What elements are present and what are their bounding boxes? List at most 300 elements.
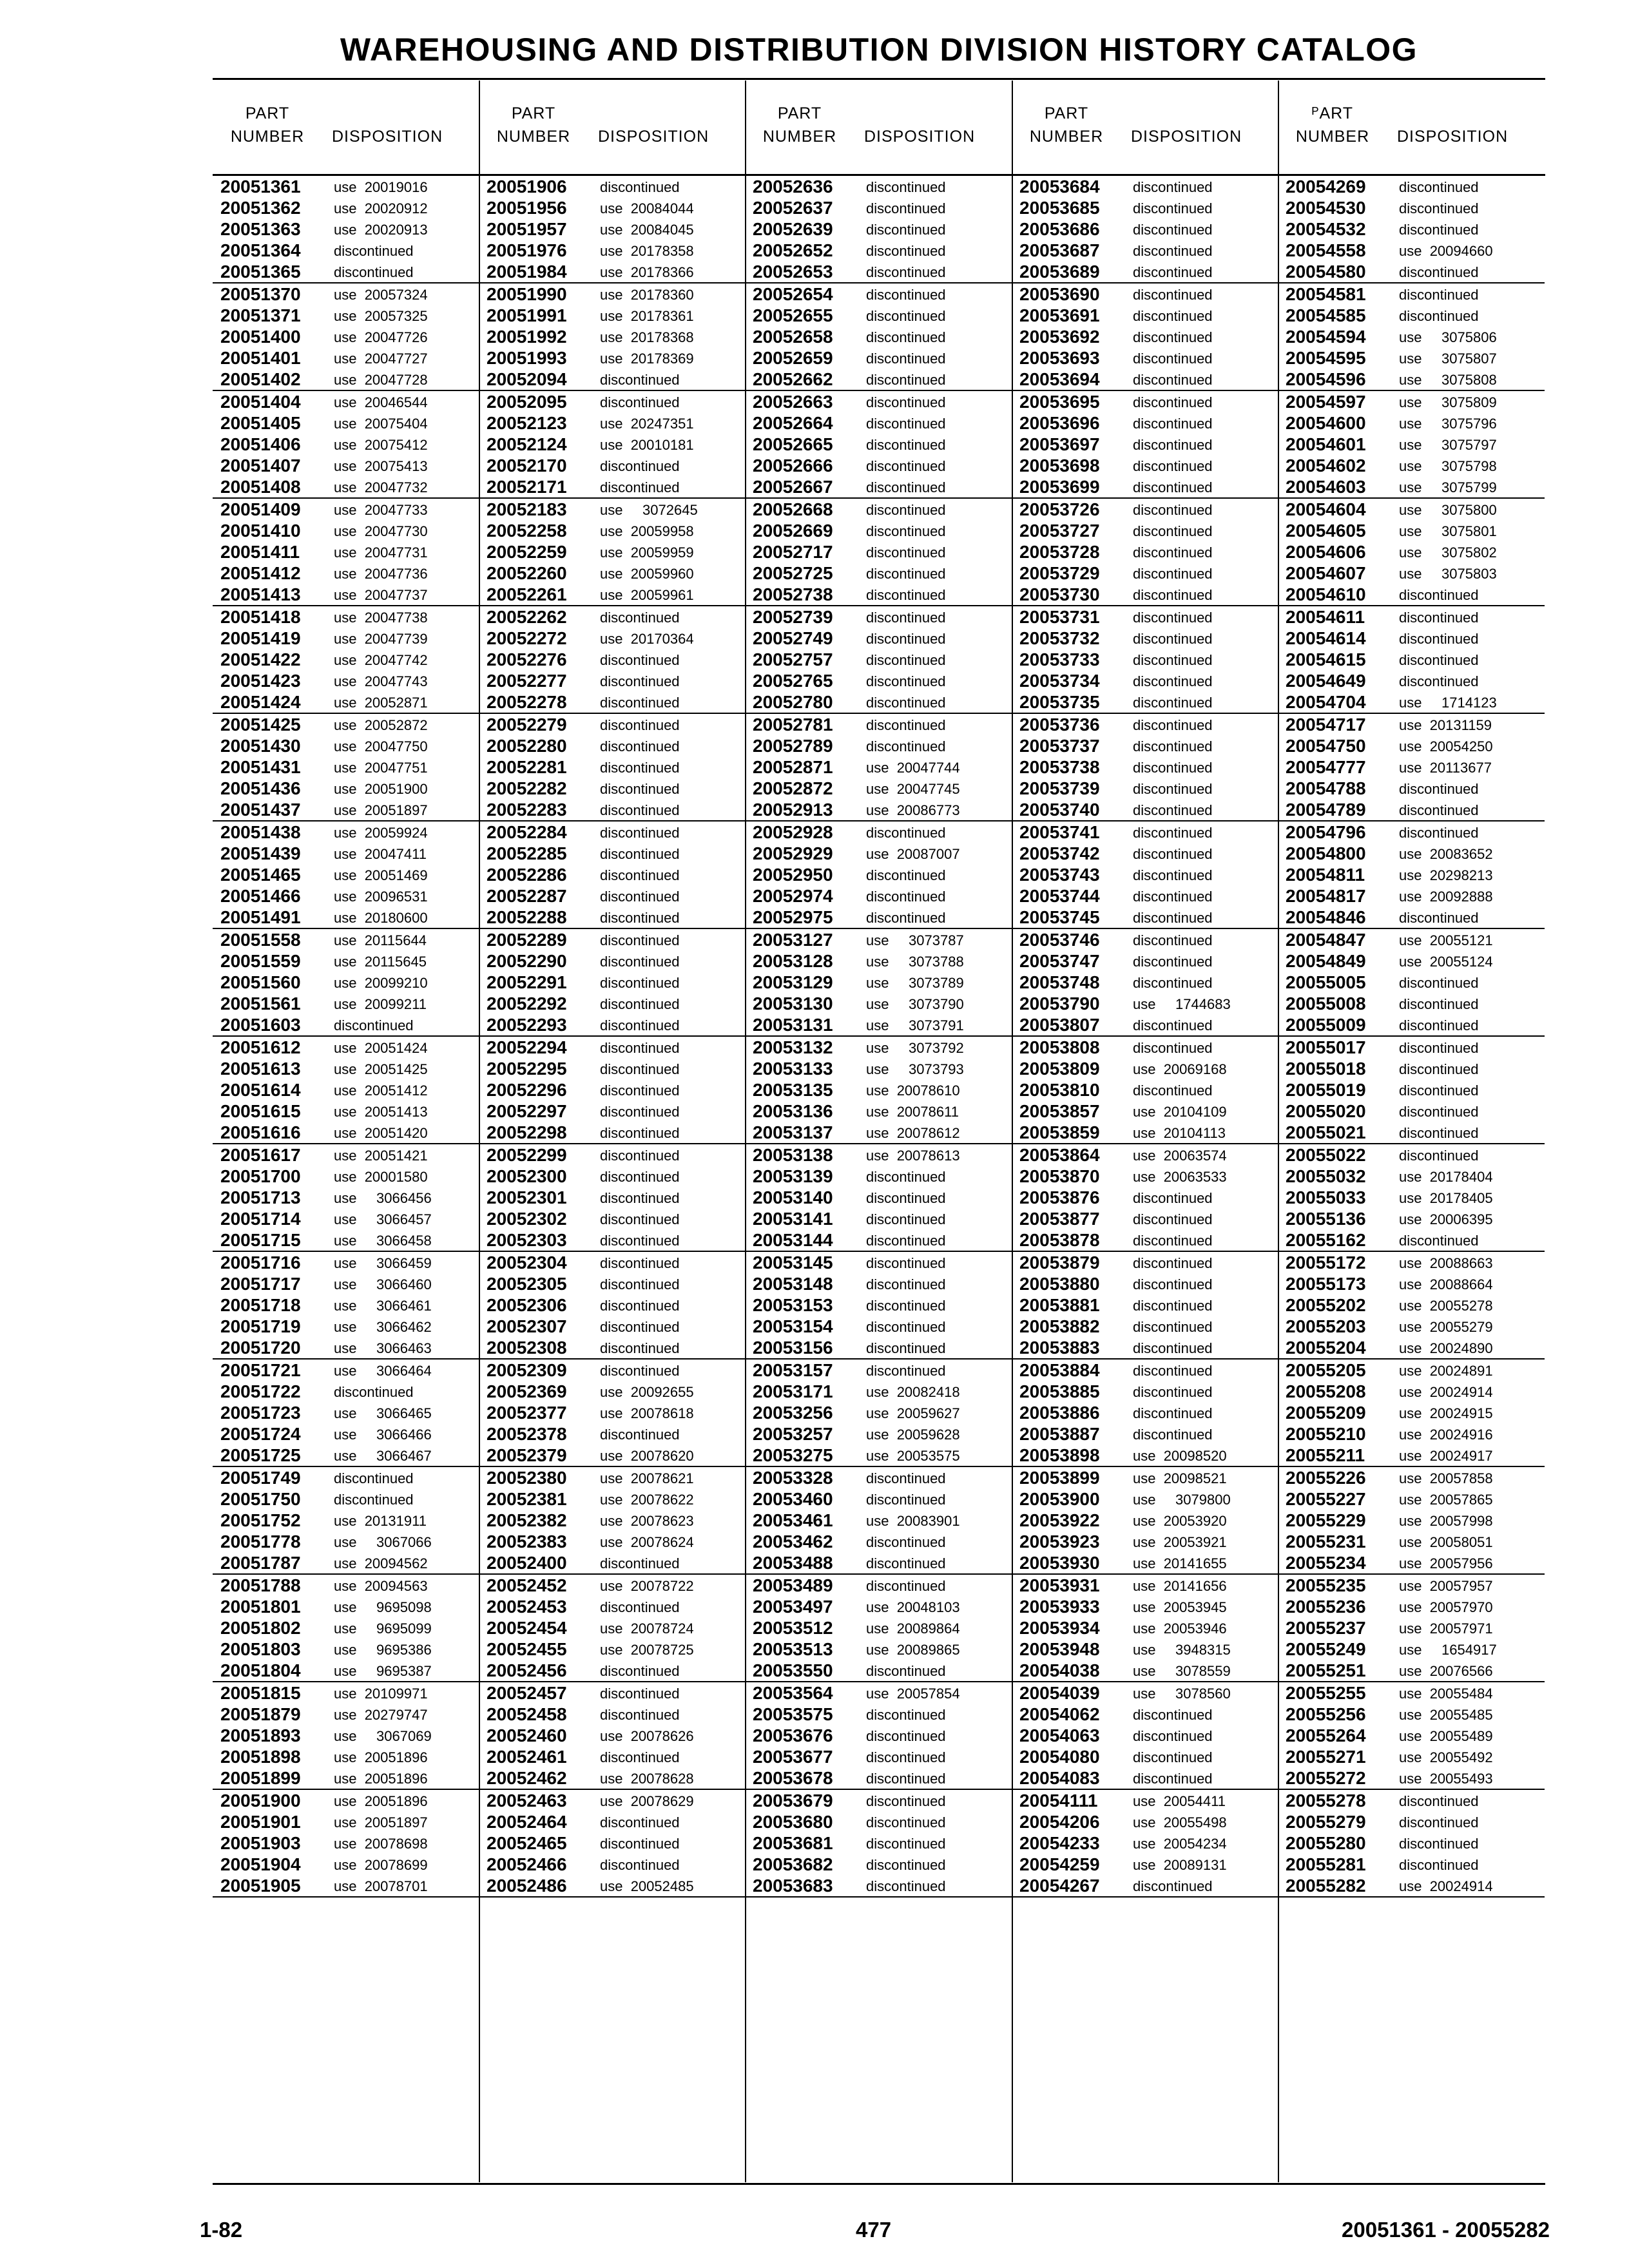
table-row: [479, 1122, 746, 1144]
disposition: discontinued: [1133, 610, 1213, 626]
part-number: 20051724: [220, 1424, 301, 1444]
table-row: [213, 606, 479, 628]
part-number: 20053127: [753, 930, 833, 950]
part-number: 20051991: [487, 305, 567, 325]
table-row: [479, 1014, 746, 1037]
disposition: discontinued: [600, 1233, 680, 1249]
table-row: [745, 843, 1012, 864]
disposition: discontinued: [1133, 479, 1213, 495]
header-number-label: NUMBER: [496, 128, 571, 146]
disposition: discontinued: [1133, 1363, 1213, 1379]
part-number: 20052466: [487, 1854, 567, 1874]
disposition: discontinued: [866, 1793, 946, 1809]
disposition: discontinued: [600, 1663, 680, 1679]
table-row: [1012, 1704, 1278, 1725]
column-header: [745, 102, 1012, 169]
table-row: [479, 1273, 746, 1294]
table-row: [745, 584, 1012, 606]
disposition: discontinued: [866, 1814, 946, 1831]
disposition: use 20078698: [334, 1836, 428, 1852]
table-row: [1012, 1596, 1278, 1617]
part-number: 20053682: [753, 1854, 833, 1874]
part-number: 20052286: [487, 865, 567, 885]
disposition: use 20083901: [866, 1513, 960, 1529]
part-number: 20052379: [487, 1445, 567, 1465]
disposition: discontinued: [1133, 802, 1213, 818]
table-row: [479, 1660, 746, 1682]
disposition: discontinued: [600, 781, 680, 797]
part-number: 20053898: [1019, 1445, 1100, 1465]
table-row: [745, 1273, 1012, 1294]
disposition: use 20057957: [1399, 1578, 1493, 1594]
disposition: use 20058051: [1399, 1534, 1493, 1550]
table-row: [745, 455, 1012, 476]
table-row: [479, 799, 746, 822]
disposition: discontinued: [866, 437, 946, 453]
table-row: [1278, 562, 1545, 584]
part-number: 20051422: [220, 649, 301, 669]
table-row: [1012, 284, 1278, 305]
disposition: use 20247351: [600, 416, 694, 432]
table-row: [213, 347, 479, 369]
table-row: [1012, 562, 1278, 584]
part-number: 20051413: [220, 584, 301, 604]
table-row: [1012, 1488, 1278, 1510]
disposition: discontinued: [1133, 200, 1213, 216]
part-number: 20051903: [220, 1833, 301, 1853]
part-number: 20053156: [753, 1338, 833, 1358]
disposition: use 20055121: [1399, 932, 1493, 948]
table-row: [745, 1488, 1012, 1510]
table-row: [213, 176, 479, 197]
table-row: [745, 1617, 1012, 1639]
table-row: [745, 1875, 1012, 1898]
part-number: 20054811: [1286, 865, 1365, 885]
table-row: [745, 950, 1012, 972]
disposition: use 20057998: [1399, 1513, 1493, 1529]
table-row: [479, 1510, 746, 1531]
disposition: use 3066457: [334, 1211, 432, 1227]
part-number: 20051905: [220, 1876, 301, 1896]
part-number: 20053737: [1019, 736, 1100, 756]
part-number: 20055205: [1286, 1360, 1366, 1380]
table-row: [479, 562, 746, 584]
disposition: use 20051413: [334, 1104, 428, 1120]
table-row: [479, 1423, 746, 1445]
table-row: [745, 284, 1012, 305]
disposition: discontinued: [1399, 1836, 1479, 1852]
table-row: [213, 972, 479, 993]
part-number: 20051956: [487, 198, 567, 218]
disposition: use 20078626: [600, 1728, 694, 1744]
disposition: use 20057971: [1399, 1620, 1493, 1637]
part-number: 20052486: [487, 1876, 567, 1896]
part-number: 20054604: [1286, 499, 1366, 519]
table-row: [1278, 520, 1545, 541]
part-number: 20053931: [1019, 1575, 1100, 1595]
table-row: [745, 756, 1012, 778]
table-row: [479, 1208, 746, 1229]
table-row: [1012, 1100, 1278, 1122]
table-row: [1012, 993, 1278, 1014]
disposition: discontinued: [866, 910, 946, 926]
table-row: [479, 1596, 746, 1617]
table-row: [213, 1575, 479, 1596]
disposition: discontinued: [1399, 1148, 1479, 1164]
table-row: [213, 864, 479, 885]
table-row: [213, 649, 479, 670]
part-number: 20052095: [487, 392, 567, 412]
table-row: [745, 1854, 1012, 1875]
part-number: 20051425: [220, 715, 301, 735]
table-row: [213, 1423, 479, 1445]
disposition: use 3066465: [334, 1405, 432, 1421]
part-number: 20053693: [1019, 348, 1100, 368]
disposition: use 20024915: [1399, 1405, 1493, 1421]
part-number: 20051400: [220, 327, 301, 347]
disposition: use 1714123: [1399, 695, 1497, 711]
table-row: [1012, 455, 1278, 476]
header-part-label: PART: [1044, 104, 1089, 122]
table-row: [1278, 1058, 1545, 1079]
disposition: use 20088664: [1399, 1276, 1493, 1293]
disposition: use 3066458: [334, 1233, 432, 1249]
part-number: 20052717: [753, 542, 833, 562]
disposition: use 3075801: [1399, 523, 1497, 539]
disposition: use 20178366: [600, 264, 694, 280]
table-row: [213, 1510, 479, 1531]
part-number: 20053859: [1019, 1122, 1100, 1142]
table-row: [479, 1381, 746, 1402]
part-number: 20051722: [220, 1381, 301, 1401]
disposition: use 20047730: [334, 523, 428, 539]
disposition: discontinued: [1133, 587, 1213, 603]
table-row: [479, 1746, 746, 1767]
table-row: [1012, 628, 1278, 649]
disposition: use 20057325: [334, 308, 428, 324]
disposition: use 20104109: [1133, 1104, 1227, 1120]
part-number: 20051410: [220, 521, 301, 541]
part-number: 20052780: [753, 692, 833, 712]
disposition: use 20078620: [600, 1448, 694, 1464]
disposition: discontinued: [866, 1169, 946, 1185]
header-disposition-label: DISPOSITION: [864, 128, 976, 146]
disposition: discontinued: [1399, 825, 1479, 841]
table-row: [745, 326, 1012, 347]
part-number: 20054614: [1286, 628, 1366, 648]
part-number: 20053879: [1019, 1253, 1100, 1273]
table-row: [213, 1229, 479, 1252]
disposition: discontinued: [866, 695, 946, 711]
part-number: 20055279: [1286, 1812, 1366, 1832]
table-row: [479, 606, 746, 628]
table-row: [213, 584, 479, 606]
part-number: 20052655: [753, 305, 833, 325]
table-row: [1012, 1575, 1278, 1596]
part-number: 20055172: [1286, 1253, 1366, 1273]
disposition: discontinued: [600, 1707, 680, 1723]
table-row: [745, 1639, 1012, 1660]
table-row: [213, 476, 479, 499]
table-row: [213, 1596, 479, 1617]
part-number: 20052277: [487, 671, 567, 691]
part-number: 20051404: [220, 392, 301, 412]
table-row: [1278, 1531, 1545, 1552]
disposition: discontinued: [600, 1298, 680, 1314]
table-row: [213, 1208, 479, 1229]
part-number: 20051898: [220, 1747, 301, 1767]
table-row: [1278, 261, 1545, 284]
table-row: [745, 347, 1012, 369]
disposition: use 20047742: [334, 652, 428, 668]
part-number: 20053878: [1019, 1230, 1100, 1250]
table-row: [1012, 1294, 1278, 1316]
table-row: [745, 1402, 1012, 1423]
part-number: 20052380: [487, 1468, 567, 1488]
table-row: [745, 1832, 1012, 1854]
disposition: use 3075803: [1399, 566, 1497, 582]
table-row: [1278, 391, 1545, 412]
table-row: [213, 1144, 479, 1166]
table-row: [213, 1832, 479, 1854]
table-row: [1012, 1208, 1278, 1229]
disposition: discontinued: [866, 287, 946, 303]
part-number: 20055234: [1286, 1553, 1366, 1573]
table-row: [1278, 1875, 1545, 1898]
part-number: 20055173: [1286, 1274, 1366, 1294]
part-number: 20052123: [487, 413, 567, 433]
table-row: [213, 1617, 479, 1639]
part-number: 20053497: [753, 1597, 833, 1617]
part-number: 20052289: [487, 930, 567, 950]
table-row: [1012, 1187, 1278, 1208]
table-row: [1012, 1316, 1278, 1337]
disposition: use 20052872: [334, 717, 428, 733]
part-number: 20055136: [1286, 1209, 1366, 1229]
table-row: [745, 606, 1012, 628]
table-row: [1012, 1058, 1278, 1079]
part-number: 20055209: [1286, 1403, 1366, 1423]
table-row: [213, 1552, 479, 1575]
table-row: [1278, 606, 1545, 628]
disposition: use 3066459: [334, 1255, 432, 1271]
table-row: [213, 562, 479, 584]
disposition: discontinued: [866, 1470, 946, 1486]
disposition: discontinued: [1399, 1040, 1479, 1056]
part-number: 20052929: [753, 843, 833, 863]
table-row: [1012, 1725, 1278, 1746]
table-row: [1012, 1122, 1278, 1144]
disposition: use 3075807: [1399, 351, 1497, 367]
column-header: [1278, 102, 1545, 169]
disposition: use 20078628: [600, 1771, 694, 1787]
disposition: use 3073791: [866, 1017, 964, 1033]
disposition: discontinued: [1133, 1298, 1213, 1314]
table-row: [479, 1166, 746, 1187]
table-row: [1278, 326, 1545, 347]
table-row: [745, 391, 1012, 412]
table-row: [479, 1875, 746, 1898]
table-row: [479, 907, 746, 929]
table-row: [213, 1531, 479, 1552]
part-number: 20051430: [220, 736, 301, 756]
table-row: [479, 369, 746, 391]
table-row: [213, 1100, 479, 1122]
part-number: 20052457: [487, 1683, 567, 1703]
table-row: [1278, 476, 1545, 499]
disposition: use 9695098: [334, 1599, 432, 1615]
part-number: 20054610: [1286, 584, 1366, 604]
part-number: 20052295: [487, 1059, 567, 1079]
disposition: use 20057858: [1399, 1470, 1493, 1486]
table-row: [1012, 326, 1278, 347]
table-row: [1012, 1746, 1278, 1767]
table-row: [1012, 412, 1278, 434]
table-row: [1278, 885, 1545, 907]
disposition: use 20059628: [866, 1427, 960, 1443]
disposition: use 20078624: [600, 1534, 694, 1550]
header-disposition-label: DISPOSITION: [1397, 128, 1509, 146]
part-number: 20052299: [487, 1145, 567, 1165]
table-row: [213, 885, 479, 907]
part-number: 20052260: [487, 563, 567, 583]
table-row: [213, 843, 479, 864]
part-number: 20055033: [1286, 1187, 1366, 1207]
part-number: 20052288: [487, 907, 567, 927]
table-row: [1278, 369, 1545, 391]
disposition: use 20053946: [1133, 1620, 1227, 1637]
part-number: 20053256: [753, 1403, 833, 1423]
table-row: [479, 1704, 746, 1725]
part-number: 20055280: [1286, 1833, 1366, 1853]
column-header: [1012, 102, 1278, 169]
table-row: [213, 822, 479, 843]
disposition: discontinued: [1399, 781, 1479, 797]
part-number: 20052280: [487, 736, 567, 756]
part-number: 20055231: [1286, 1532, 1366, 1552]
part-number: 20053153: [753, 1295, 833, 1315]
part-number: 20052453: [487, 1597, 567, 1617]
part-number: 20051419: [220, 628, 301, 648]
disposition: discontinued: [1133, 1276, 1213, 1293]
part-number: 20054649: [1286, 671, 1366, 691]
table-row: [1012, 520, 1278, 541]
part-number: 20053923: [1019, 1532, 1100, 1552]
table-row: [479, 1467, 746, 1488]
table-row: [479, 1575, 746, 1596]
disposition: use 20109971: [334, 1686, 428, 1702]
disposition: discontinued: [1133, 243, 1213, 259]
disposition: discontinued: [866, 717, 946, 733]
part-number: 20053729: [1019, 563, 1100, 583]
part-number: 20051465: [220, 865, 301, 885]
part-number: 20053171: [753, 1381, 833, 1401]
disposition: discontinued: [1133, 867, 1213, 883]
disposition: discontinued: [1133, 458, 1213, 474]
table-row: [479, 714, 746, 735]
part-number: 20052302: [487, 1209, 567, 1229]
disposition: use 20051896: [334, 1793, 428, 1809]
disposition: use 20075413: [334, 458, 428, 474]
table-row: [1278, 541, 1545, 562]
disposition: discontinued: [600, 1169, 680, 1185]
disposition: discontinued: [866, 264, 946, 280]
disposition: use 20051424: [334, 1040, 428, 1056]
part-number: 20053732: [1019, 628, 1100, 648]
disposition: use 20078612: [866, 1125, 960, 1141]
part-number: 20053857: [1019, 1101, 1100, 1121]
part-number: 20053731: [1019, 607, 1100, 627]
table-row: [479, 240, 746, 261]
part-number: 20053685: [1019, 198, 1100, 218]
disposition: use 20001580: [334, 1169, 428, 1185]
table-row: [1278, 972, 1545, 993]
part-number: 20055020: [1286, 1101, 1366, 1121]
table-row: [745, 197, 1012, 218]
table-row: [1278, 1337, 1545, 1360]
disposition: use 9695387: [334, 1663, 432, 1679]
table-row: [213, 778, 479, 799]
part-number: 20052276: [487, 649, 567, 669]
table-row: [479, 1187, 746, 1208]
part-number: 20053145: [753, 1253, 833, 1273]
disposition: use 20047731: [334, 544, 428, 561]
table-row: [1278, 1467, 1545, 1488]
part-number: 20053880: [1019, 1274, 1100, 1294]
table-row: [213, 1402, 479, 1423]
part-number: 20053275: [753, 1445, 833, 1465]
table-row: [479, 412, 746, 434]
part-number: 20055022: [1286, 1145, 1366, 1165]
table-row: [1012, 1552, 1278, 1575]
part-number: 20053488: [753, 1553, 833, 1573]
table-row: [479, 584, 746, 606]
table-row: [1012, 1875, 1278, 1898]
table-row: [1012, 1682, 1278, 1704]
disposition: discontinued: [600, 846, 680, 862]
disposition: use 20055493: [1399, 1771, 1493, 1787]
table-row: [213, 1122, 479, 1144]
disposition: use 20010181: [600, 437, 694, 453]
disposition: discontinued: [1133, 351, 1213, 367]
table-row: [745, 1316, 1012, 1337]
header-number-label: NUMBER: [1029, 128, 1104, 146]
part-number: 20051901: [220, 1812, 301, 1832]
part-number: 20054605: [1286, 521, 1366, 541]
part-number: 20052300: [487, 1166, 567, 1186]
table-row: [479, 1144, 746, 1166]
disposition: use 20054250: [1399, 738, 1493, 754]
disposition: discontinued: [600, 1555, 680, 1571]
disposition: discontinued: [600, 1040, 680, 1056]
table-row: [1278, 218, 1545, 240]
table-row: [1278, 1725, 1545, 1746]
part-number: 20051992: [487, 327, 567, 347]
part-number: 20051900: [220, 1791, 301, 1811]
table-row: [745, 1790, 1012, 1811]
table-row: [213, 369, 479, 391]
table-row: [1278, 1552, 1545, 1575]
table-row: [1278, 1767, 1545, 1790]
part-number: 20052183: [487, 499, 567, 519]
part-number: 20054233: [1019, 1833, 1100, 1853]
part-number: 20054597: [1286, 392, 1366, 412]
part-number: 20053740: [1019, 800, 1100, 820]
disposition: discontinued: [1133, 1427, 1213, 1443]
disposition: discontinued: [334, 1017, 414, 1033]
part-number: 20052664: [753, 413, 833, 433]
disposition: use 20048103: [866, 1599, 960, 1615]
